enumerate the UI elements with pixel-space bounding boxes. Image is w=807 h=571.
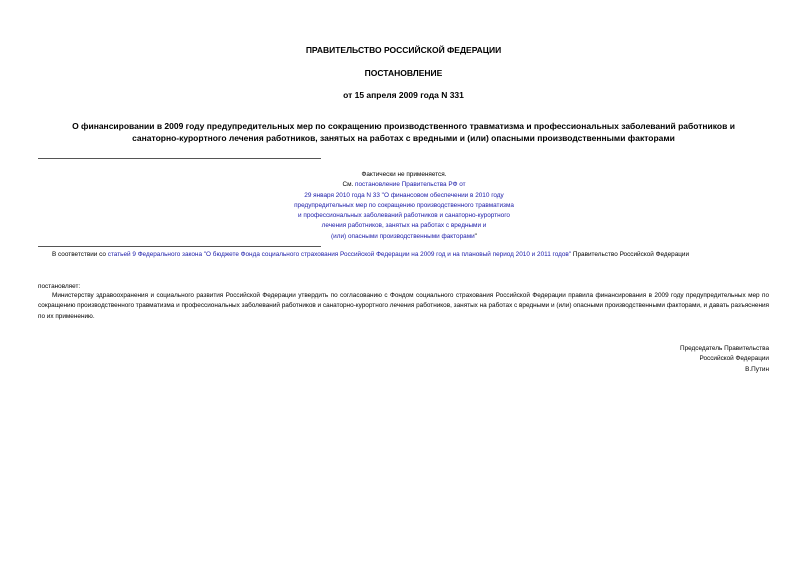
status-note-line xyxy=(250,232,558,242)
status-note-prefix: См. xyxy=(342,181,356,189)
signature-block xyxy=(680,344,769,375)
legal-basis-prefix: В соответствии со xyxy=(52,251,108,258)
signatory-position: Российской Федерации xyxy=(699,355,769,363)
status-note-line: Фактически не применяется. xyxy=(361,171,447,178)
signatory-position: Председатель Правительства xyxy=(680,345,769,352)
signatory-name: В.Путин xyxy=(745,365,769,373)
document-date-number: от 15 апреля 2009 года N 331 xyxy=(343,90,464,100)
divider-bottom xyxy=(38,246,321,247)
related-resolution-link[interactable]: (или) опасными производственными факторами xyxy=(331,232,475,240)
document-type: ПОСТАНОВЛЕНИЕ xyxy=(364,68,443,78)
divider-top xyxy=(38,158,321,159)
status-note-suffix: " xyxy=(474,232,477,240)
legal-basis-suffix: Правительство Российской Федерации xyxy=(571,251,690,258)
status-note xyxy=(250,170,558,242)
related-resolution-link[interactable]: постановление Правительства РФ от xyxy=(355,181,466,189)
related-resolution-link[interactable]: и профессиональных заболеваний работников и санаторно-курортного xyxy=(298,212,510,220)
document-title: О финансировании в 2009 году предупредительных мер по сокращению производственного травматизма и профессиональных заболеваний работников и санаторно-курортного лечения работников, занятых на работах с вредными и (или) опасными производственными факторами xyxy=(72,121,735,143)
federal-law-link[interactable]: статьей 9 Федерального закона "О бюджете Фонда социального страхования Российской Федерации на 2009 год и на плановый период 2010 и 2011 годов" xyxy=(107,251,572,258)
status-note-line xyxy=(250,180,558,190)
related-resolution-link[interactable]: лечения работников, занятых на работах с вредными и xyxy=(321,222,487,230)
resolves-label: постановляет: xyxy=(38,283,81,290)
related-resolution-link[interactable]: 29 января 2010 года N 33 "О финансовом обеспечении в 2010 году xyxy=(304,191,504,199)
order-paragraph: Министерству здравоохранения и социального развития Российской Федерации утвердить по согласованию с Фондом социального страхования Российской Федерации правила финансирования в 2009 году предупредительных мер по сокращению производственного травматизма и профессиональных заболеваний работников и санаторно-курортного лечения работников, занятых на работах с вредными и (или) опасными производственными факторами, и давать разъяснения по их применению. xyxy=(38,292,770,320)
related-resolution-link[interactable]: предупредительных мер по сокращению производственного травматизма xyxy=(294,201,514,209)
legal-basis-paragraph xyxy=(38,250,769,260)
issuing-authority: ПРАВИТЕЛЬСТВО РОССИЙСКОЙ ФЕДЕРАЦИИ xyxy=(305,45,502,55)
